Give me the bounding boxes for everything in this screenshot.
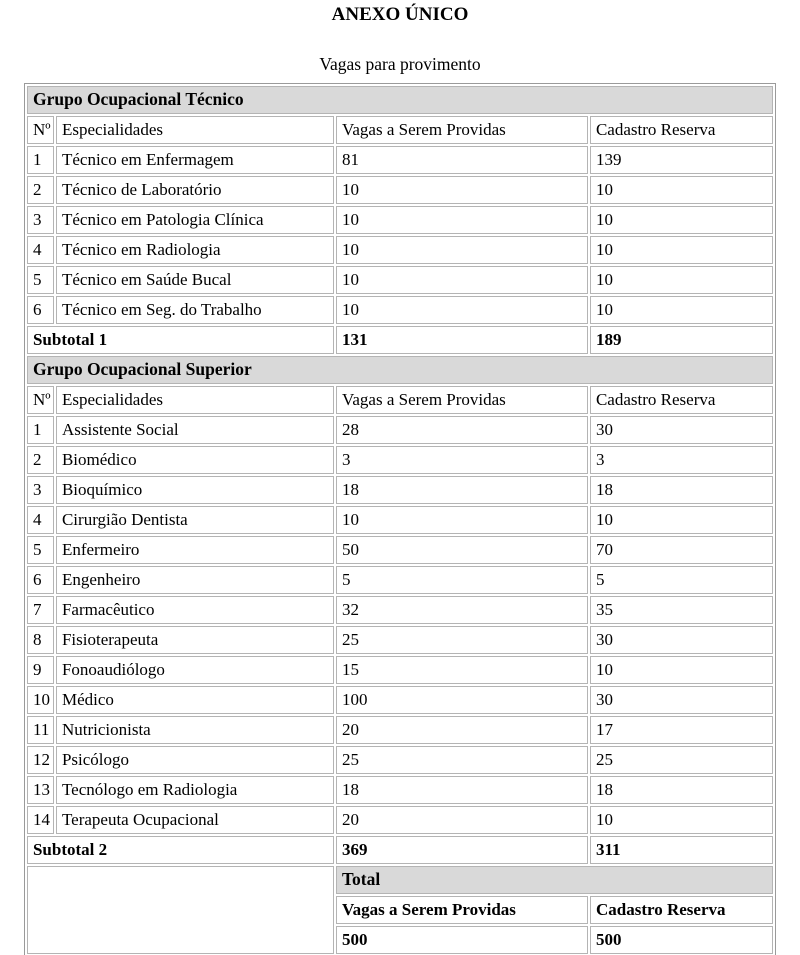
cell-number: 10 bbox=[27, 686, 54, 714]
cell-vagas: 20 bbox=[336, 806, 588, 834]
cell-number: 3 bbox=[27, 206, 54, 234]
cell-number: 4 bbox=[27, 236, 54, 264]
cell-number: 2 bbox=[27, 446, 54, 474]
cell-specialty: Assistente Social bbox=[56, 416, 334, 444]
subtotal-vagas: 369 bbox=[336, 836, 588, 864]
subtotal-row bbox=[27, 326, 773, 354]
column-header: Vagas a Serem Providas bbox=[336, 116, 588, 144]
column-header-row bbox=[27, 386, 773, 414]
cell-vagas: 25 bbox=[336, 746, 588, 774]
cell-vagas: 18 bbox=[336, 476, 588, 504]
total-vagas: 500 bbox=[336, 926, 588, 954]
cell-vagas: 10 bbox=[336, 296, 588, 324]
cell-number: 11 bbox=[27, 716, 54, 744]
cell-number: 8 bbox=[27, 626, 54, 654]
column-header: Especialidades bbox=[56, 116, 334, 144]
cell-reserva: 10 bbox=[590, 656, 773, 684]
cell-specialty: Biomédico bbox=[56, 446, 334, 474]
cell-vagas: 5 bbox=[336, 566, 588, 594]
vacancies-table bbox=[24, 83, 776, 955]
cell-reserva: 30 bbox=[590, 416, 773, 444]
column-header-row bbox=[27, 116, 773, 144]
cell-specialty: Técnico de Laboratório bbox=[56, 176, 334, 204]
cell-number: 3 bbox=[27, 476, 54, 504]
cell-vagas: 50 bbox=[336, 536, 588, 564]
subtotal-row bbox=[27, 836, 773, 864]
cell-reserva: 5 bbox=[590, 566, 773, 594]
doc-subtitle: Vagas para provimento bbox=[319, 54, 481, 74]
total-col-reserva: Cadastro Reserva bbox=[590, 896, 773, 924]
table-row bbox=[27, 296, 773, 324]
column-header: Cadastro Reserva bbox=[590, 116, 773, 144]
cell-reserva: 70 bbox=[590, 536, 773, 564]
subtotal-vagas: 131 bbox=[336, 326, 588, 354]
column-header: Nº bbox=[27, 116, 54, 144]
cell-number: 14 bbox=[27, 806, 54, 834]
cell-reserva: 3 bbox=[590, 446, 773, 474]
cell-reserva: 30 bbox=[590, 686, 773, 714]
cell-reserva: 139 bbox=[590, 146, 773, 174]
cell-specialty: Fonoaudiólogo bbox=[56, 656, 334, 684]
cell-vagas: 3 bbox=[336, 446, 588, 474]
cell-reserva: 25 bbox=[590, 746, 773, 774]
table-row bbox=[27, 206, 773, 234]
cell-number: 1 bbox=[27, 146, 54, 174]
cell-specialty: Técnico em Radiologia bbox=[56, 236, 334, 264]
doc-title: ANEXO ÚNICO bbox=[331, 4, 469, 25]
cell-specialty: Terapeuta Ocupacional bbox=[56, 806, 334, 834]
table-row bbox=[27, 656, 773, 684]
cell-vagas: 10 bbox=[336, 236, 588, 264]
cell-vagas: 100 bbox=[336, 686, 588, 714]
cell-number: 6 bbox=[27, 296, 54, 324]
cell-reserva: 10 bbox=[590, 806, 773, 834]
cell-vagas: 10 bbox=[336, 206, 588, 234]
cell-reserva: 35 bbox=[590, 596, 773, 624]
group-header-row bbox=[27, 356, 773, 384]
cell-vagas: 28 bbox=[336, 416, 588, 444]
cell-specialty: Tecnólogo em Radiologia bbox=[56, 776, 334, 804]
cell-reserva: 10 bbox=[590, 266, 773, 294]
cell-specialty: Bioquímico bbox=[56, 476, 334, 504]
cell-specialty: Farmacêutico bbox=[56, 596, 334, 624]
cell-number: 13 bbox=[27, 776, 54, 804]
table-row bbox=[27, 716, 773, 744]
group-header: Grupo Ocupacional Técnico bbox=[27, 86, 773, 114]
table-row bbox=[27, 416, 773, 444]
total-title-row bbox=[27, 866, 773, 894]
total-col-vagas: Vagas a Serem Providas bbox=[336, 896, 588, 924]
cell-number: 1 bbox=[27, 416, 54, 444]
table-row bbox=[27, 266, 773, 294]
cell-reserva: 30 bbox=[590, 626, 773, 654]
cell-number: 5 bbox=[27, 536, 54, 564]
table-row bbox=[27, 476, 773, 504]
table-row bbox=[27, 686, 773, 714]
table-row bbox=[27, 596, 773, 624]
cell-specialty: Médico bbox=[56, 686, 334, 714]
cell-vagas: 15 bbox=[336, 656, 588, 684]
cell-number: 9 bbox=[27, 656, 54, 684]
cell-number: 12 bbox=[27, 746, 54, 774]
column-header: Especialidades bbox=[56, 386, 334, 414]
vacancies-table-body bbox=[27, 86, 773, 954]
cell-specialty: Técnico em Patologia Clínica bbox=[56, 206, 334, 234]
column-header: Vagas a Serem Providas bbox=[336, 386, 588, 414]
cell-specialty: Técnico em Seg. do Trabalho bbox=[56, 296, 334, 324]
cell-vagas: 25 bbox=[336, 626, 588, 654]
total-reserva: 500 bbox=[590, 926, 773, 954]
table-row bbox=[27, 746, 773, 774]
cell-number: 5 bbox=[27, 266, 54, 294]
cell-specialty: Nutricionista bbox=[56, 716, 334, 744]
total-empty-cell bbox=[27, 866, 334, 954]
cell-specialty: Fisioterapeuta bbox=[56, 626, 334, 654]
column-header: Nº bbox=[27, 386, 54, 414]
cell-vagas: 20 bbox=[336, 716, 588, 744]
cell-vagas: 10 bbox=[336, 506, 588, 534]
cell-vagas: 81 bbox=[336, 146, 588, 174]
cell-reserva: 18 bbox=[590, 776, 773, 804]
cell-vagas: 18 bbox=[336, 776, 588, 804]
table-row bbox=[27, 536, 773, 564]
cell-specialty: Técnico em Saúde Bucal bbox=[56, 266, 334, 294]
table-row bbox=[27, 176, 773, 204]
column-header: Cadastro Reserva bbox=[590, 386, 773, 414]
cell-reserva: 10 bbox=[590, 206, 773, 234]
table-row bbox=[27, 776, 773, 804]
group-header: Grupo Ocupacional Superior bbox=[27, 356, 773, 384]
cell-reserva: 10 bbox=[590, 236, 773, 264]
subtotal-label: Subtotal 2 bbox=[27, 836, 334, 864]
group-header-row bbox=[27, 86, 773, 114]
table-row bbox=[27, 806, 773, 834]
subtotal-reserva: 311 bbox=[590, 836, 773, 864]
cell-number: 6 bbox=[27, 566, 54, 594]
cell-reserva: 18 bbox=[590, 476, 773, 504]
table-row bbox=[27, 446, 773, 474]
table-row bbox=[27, 236, 773, 264]
subtotal-label: Subtotal 1 bbox=[27, 326, 334, 354]
total-title: Total bbox=[336, 866, 773, 894]
table-row bbox=[27, 506, 773, 534]
cell-reserva: 10 bbox=[590, 176, 773, 204]
cell-number: 4 bbox=[27, 506, 54, 534]
cell-vagas: 32 bbox=[336, 596, 588, 624]
cell-number: 7 bbox=[27, 596, 54, 624]
cell-specialty: Engenheiro bbox=[56, 566, 334, 594]
cell-number: 2 bbox=[27, 176, 54, 204]
cell-specialty: Psicólogo bbox=[56, 746, 334, 774]
cell-reserva: 17 bbox=[590, 716, 773, 744]
subtotal-reserva: 189 bbox=[590, 326, 773, 354]
table-row bbox=[27, 146, 773, 174]
cell-specialty: Cirurgião Dentista bbox=[56, 506, 334, 534]
cell-reserva: 10 bbox=[590, 506, 773, 534]
cell-reserva: 10 bbox=[590, 296, 773, 324]
cell-vagas: 10 bbox=[336, 266, 588, 294]
cell-vagas: 10 bbox=[336, 176, 588, 204]
table-row bbox=[27, 566, 773, 594]
cell-specialty: Técnico em Enfermagem bbox=[56, 146, 334, 174]
table-row bbox=[27, 626, 773, 654]
cell-specialty: Enfermeiro bbox=[56, 536, 334, 564]
